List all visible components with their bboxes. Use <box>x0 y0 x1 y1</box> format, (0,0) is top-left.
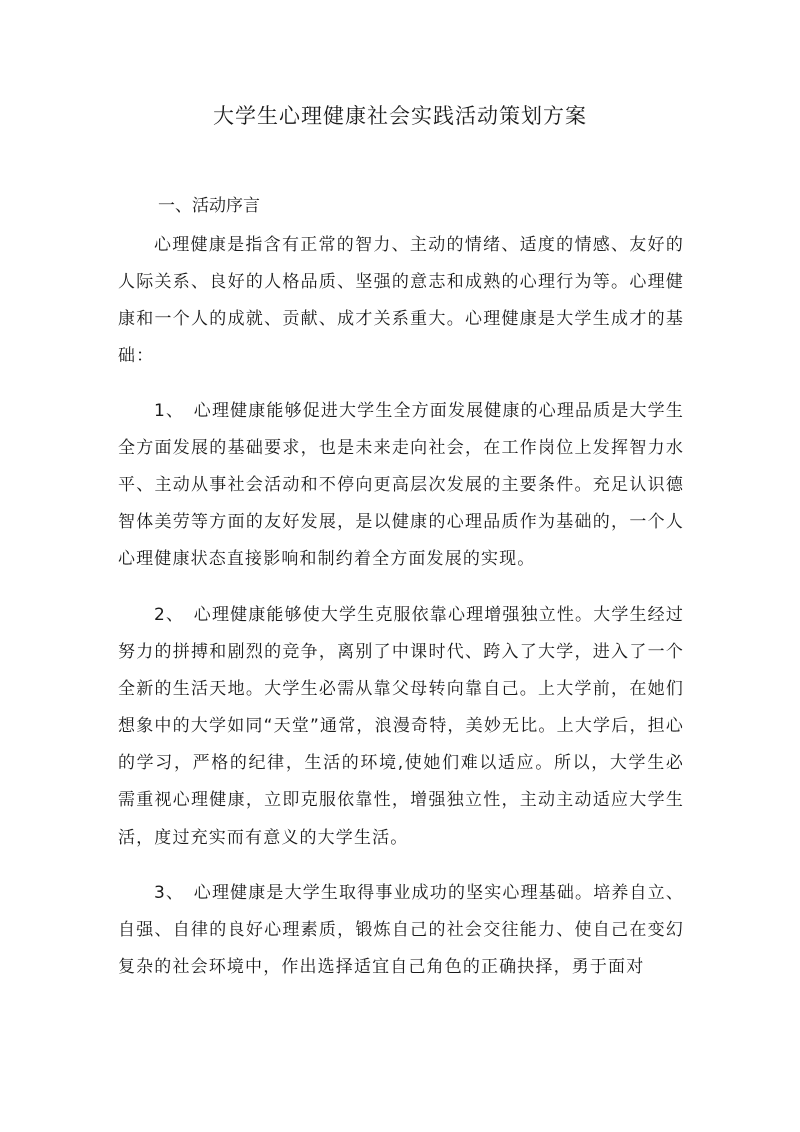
paragraph-item-3: 3、 心理健康是大学生取得事业成功的坚实心理基础。培养自立、自强、自律的良好心理素质，锻炼自己的社会交往能力、使自己在变幻复杂的社会环境中，作出选择适宜自己角色的正确抉择，勇于面对 <box>118 883 684 978</box>
paragraph-intro: 心理健康是指含有正常的智力、主动的情绪、适度的情感、友好的人际关系、良好的人格品质、坚强的意志和成熟的心理行为等。心理健康和一个人的成就、贡献、成才关系重大。心理健康是大学生成才的基础： <box>118 235 684 367</box>
paragraph-item-1: 1、 心理健康能够促进大学生全方面发展健康的心理品质是大学生全方面发展的基础要求，也是未来走向社会，在工作岗位上发挥智力水平、主动从事社会活动和不停向更高层次发展的主要条件。充足认识德智体美劳等方面的友好发展，是以健康的心理品质作为基础的，一个人心理健康状态直接影响和制约着全方面发展的实现。 <box>118 401 684 570</box>
paragraph-item-2: 2、 心理健康能够使大学生克服依靠心理增强独立性。大学生经过努力的拼搏和剧烈的竞争，离别了中课时代、跨入了大学，进入了一个全新的生活天地。大学生必需从靠父母转向靠自己。上大学前，在她们想象中的大学如同“天堂”通常，浪漫奇特，美妙无比。上大学后，担心的学习，严格的纪律，生活的环境,使她们难以适应。所以，大学生必需重视心理健康，立即克服依靠性，增强独立性，主动主动适应大学生活，度过充实而有意义的大学生活。 <box>118 605 684 848</box>
document-title: 大学生心理健康社会实践活动策划方案 <box>213 104 587 128</box>
section-heading: 一、活动序言 <box>158 196 260 216</box>
